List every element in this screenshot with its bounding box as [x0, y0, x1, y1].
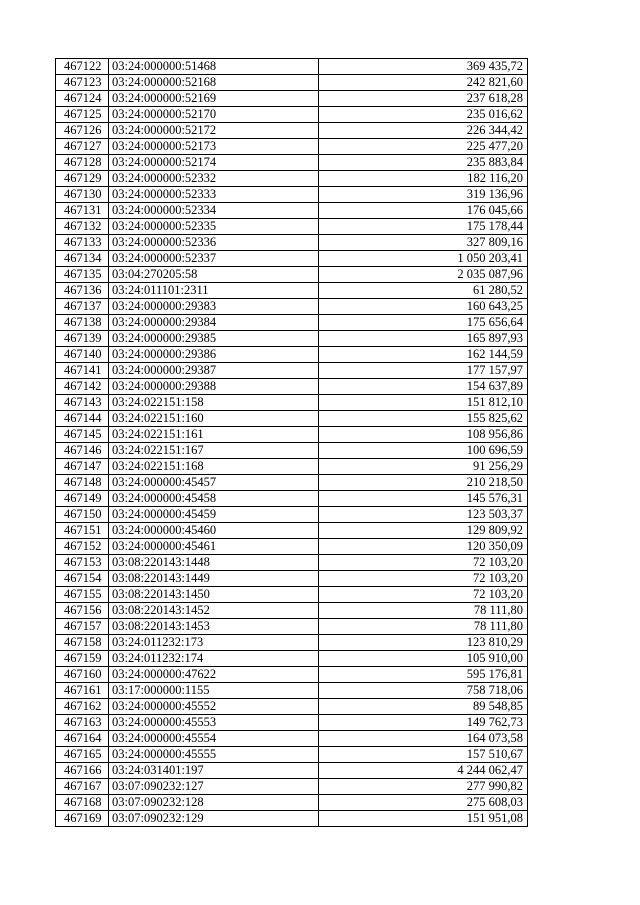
value-cell: 157 510,67: [319, 747, 528, 763]
table-row: [56, 763, 528, 779]
row-number-cell: 467123: [56, 75, 109, 91]
value-cell: 235 883,84: [319, 155, 528, 171]
cadastral-number-cell: 03:24:000000:29388: [109, 379, 319, 395]
row-number-cell: 467156: [56, 603, 109, 619]
table-row: [56, 219, 528, 235]
cadastral-number-cell: 03:24:000000:45553: [109, 715, 319, 731]
cadastral-number-cell: 03:24:000000:29383: [109, 299, 319, 315]
value-cell: 160 643,25: [319, 299, 528, 315]
table-row: [56, 59, 528, 75]
value-cell: 123 810,29: [319, 635, 528, 651]
row-number-cell: 467124: [56, 91, 109, 107]
table-row: [56, 555, 528, 571]
value-cell: 210 218,50: [319, 475, 528, 491]
value-cell: 145 576,31: [319, 491, 528, 507]
value-cell: 151 812,10: [319, 395, 528, 411]
cadastral-number-cell: 03:24:022151:168: [109, 459, 319, 475]
row-number-cell: 467164: [56, 731, 109, 747]
cadastral-number-cell: 03:24:011232:173: [109, 635, 319, 651]
cadastral-number-cell: 03:24:011101:2311: [109, 283, 319, 299]
cadastral-number-cell: 03:08:220143:1450: [109, 587, 319, 603]
value-cell: 129 809,92: [319, 523, 528, 539]
value-cell: 225 477,20: [319, 139, 528, 155]
row-number-cell: 467161: [56, 683, 109, 699]
row-number-cell: 467157: [56, 619, 109, 635]
table-row: [56, 683, 528, 699]
cadastral-number-cell: 03:24:000000:45459: [109, 507, 319, 523]
row-number-cell: 467166: [56, 763, 109, 779]
row-number-cell: 467162: [56, 699, 109, 715]
value-cell: 758 718,06: [319, 683, 528, 699]
value-cell: 176 045,66: [319, 203, 528, 219]
cadastral-number-cell: 03:24:000000:47622: [109, 667, 319, 683]
table-row: [56, 331, 528, 347]
cadastral-number-cell: 03:24:000000:29385: [109, 331, 319, 347]
table-row: [56, 107, 528, 123]
value-cell: 277 990,82: [319, 779, 528, 795]
cadastral-number-cell: 03:24:000000:52333: [109, 187, 319, 203]
value-cell: 242 821,60: [319, 75, 528, 91]
value-cell: 175 656,64: [319, 315, 528, 331]
cadastral-number-cell: 03:24:000000:29384: [109, 315, 319, 331]
cadastral-number-cell: 03:24:000000:45554: [109, 731, 319, 747]
cadastral-number-cell: 03:24:000000:52337: [109, 251, 319, 267]
row-number-cell: 467152: [56, 539, 109, 555]
row-number-cell: 467150: [56, 507, 109, 523]
row-number-cell: 467131: [56, 203, 109, 219]
cadastral-number-cell: 03:24:000000:45460: [109, 523, 319, 539]
row-number-cell: 467168: [56, 795, 109, 811]
row-number-cell: 467128: [56, 155, 109, 171]
table-row: [56, 715, 528, 731]
value-cell: 155 825,62: [319, 411, 528, 427]
table-row: [56, 731, 528, 747]
value-cell: 4 244 062,47: [319, 763, 528, 779]
row-number-cell: 467165: [56, 747, 109, 763]
row-number-cell: 467144: [56, 411, 109, 427]
value-cell: 235 016,62: [319, 107, 528, 123]
table-row: [56, 475, 528, 491]
value-cell: 162 144,59: [319, 347, 528, 363]
value-cell: 226 344,42: [319, 123, 528, 139]
cadastral-number-cell: 03:24:000000:52169: [109, 91, 319, 107]
cadastral-number-cell: 03:24:000000:52336: [109, 235, 319, 251]
table-row: [56, 251, 528, 267]
row-number-cell: 467142: [56, 379, 109, 395]
row-number-cell: 467167: [56, 779, 109, 795]
table-row: [56, 667, 528, 683]
table-row: [56, 91, 528, 107]
row-number-cell: 467129: [56, 171, 109, 187]
table-row: [56, 459, 528, 475]
table-row: [56, 571, 528, 587]
table-body: [56, 59, 528, 827]
row-number-cell: 467163: [56, 715, 109, 731]
cadastral-number-cell: 03:24:000000:45552: [109, 699, 319, 715]
table-row: [56, 747, 528, 763]
table-row: [56, 315, 528, 331]
table-row: [56, 539, 528, 555]
cadastral-number-cell: 03:24:000000:45555: [109, 747, 319, 763]
table-row: [56, 363, 528, 379]
value-cell: 369 435,72: [319, 59, 528, 75]
table-row: [56, 155, 528, 171]
table-row: [56, 139, 528, 155]
value-cell: 72 103,20: [319, 571, 528, 587]
value-cell: 108 956,86: [319, 427, 528, 443]
value-cell: 175 178,44: [319, 219, 528, 235]
table-row: [56, 395, 528, 411]
table-row: [56, 411, 528, 427]
cadastral-number-cell: 03:24:000000:52168: [109, 75, 319, 91]
value-cell: 72 103,20: [319, 555, 528, 571]
value-cell: 100 696,59: [319, 443, 528, 459]
table-row: [56, 523, 528, 539]
row-number-cell: 467133: [56, 235, 109, 251]
cadastral-number-cell: 03:17:000000:1155: [109, 683, 319, 699]
value-cell: 595 176,81: [319, 667, 528, 683]
data-table: [55, 58, 528, 827]
row-number-cell: 467143: [56, 395, 109, 411]
table-row: [56, 267, 528, 283]
value-cell: 1 050 203,41: [319, 251, 528, 267]
cadastral-number-cell: 03:07:090232:127: [109, 779, 319, 795]
row-number-cell: 467145: [56, 427, 109, 443]
table-row: [56, 635, 528, 651]
cadastral-number-cell: 03:24:000000:29387: [109, 363, 319, 379]
value-cell: 89 548,85: [319, 699, 528, 715]
table-row: [56, 619, 528, 635]
table-row: [56, 491, 528, 507]
cadastral-number-cell: 03:08:220143:1453: [109, 619, 319, 635]
cadastral-number-cell: 03:07:090232:128: [109, 795, 319, 811]
row-number-cell: 467148: [56, 475, 109, 491]
row-number-cell: 467126: [56, 123, 109, 139]
value-cell: 2 035 087,96: [319, 267, 528, 283]
table-row: [56, 203, 528, 219]
table-row: [56, 171, 528, 187]
cadastral-number-cell: 03:24:000000:52335: [109, 219, 319, 235]
row-number-cell: 467122: [56, 59, 109, 75]
cadastral-number-cell: 03:24:000000:52172: [109, 123, 319, 139]
cadastral-number-cell: 03:24:000000:52334: [109, 203, 319, 219]
cadastral-number-cell: 03:24:000000:52170: [109, 107, 319, 123]
table-row: [56, 779, 528, 795]
row-number-cell: 467158: [56, 635, 109, 651]
table-row: [56, 187, 528, 203]
value-cell: 61 280,52: [319, 283, 528, 299]
table-row: [56, 75, 528, 91]
value-cell: 327 809,16: [319, 235, 528, 251]
cadastral-number-cell: 03:24:011232:174: [109, 651, 319, 667]
table-row: [56, 443, 528, 459]
table-row: [56, 283, 528, 299]
cadastral-number-cell: 03:24:000000:52174: [109, 155, 319, 171]
table-row: [56, 603, 528, 619]
value-cell: 72 103,20: [319, 587, 528, 603]
table-row: [56, 427, 528, 443]
cadastral-number-cell: 03:24:022151:167: [109, 443, 319, 459]
row-number-cell: 467138: [56, 315, 109, 331]
row-number-cell: 467147: [56, 459, 109, 475]
row-number-cell: 467151: [56, 523, 109, 539]
value-cell: 149 762,73: [319, 715, 528, 731]
row-number-cell: 467153: [56, 555, 109, 571]
table-row: [56, 379, 528, 395]
value-cell: 165 897,93: [319, 331, 528, 347]
table-row: [56, 651, 528, 667]
row-number-cell: 467169: [56, 811, 109, 827]
row-number-cell: 467137: [56, 299, 109, 315]
table-row: [56, 123, 528, 139]
value-cell: 164 073,58: [319, 731, 528, 747]
row-number-cell: 467125: [56, 107, 109, 123]
cadastral-number-cell: 03:24:022151:160: [109, 411, 319, 427]
cadastral-number-cell: 03:08:220143:1449: [109, 571, 319, 587]
row-number-cell: 467154: [56, 571, 109, 587]
row-number-cell: 467132: [56, 219, 109, 235]
value-cell: 275 608,03: [319, 795, 528, 811]
table-row: [56, 795, 528, 811]
cadastral-number-cell: 03:04:270205:58: [109, 267, 319, 283]
cadastral-number-cell: 03:24:000000:45457: [109, 475, 319, 491]
row-number-cell: 467140: [56, 347, 109, 363]
row-number-cell: 467139: [56, 331, 109, 347]
value-cell: 151 951,08: [319, 811, 528, 827]
table-row: [56, 811, 528, 827]
cadastral-number-cell: 03:24:000000:45461: [109, 539, 319, 555]
row-number-cell: 467159: [56, 651, 109, 667]
value-cell: 237 618,28: [319, 91, 528, 107]
row-number-cell: 467155: [56, 587, 109, 603]
cadastral-number-cell: 03:24:022151:161: [109, 427, 319, 443]
value-cell: 123 503,37: [319, 507, 528, 523]
value-cell: 154 637,89: [319, 379, 528, 395]
cadastral-number-cell: 03:24:000000:29386: [109, 347, 319, 363]
cadastral-number-cell: 03:07:090232:129: [109, 811, 319, 827]
table-row: [56, 507, 528, 523]
row-number-cell: 467146: [56, 443, 109, 459]
table-row: [56, 299, 528, 315]
row-number-cell: 467134: [56, 251, 109, 267]
value-cell: 182 116,20: [319, 171, 528, 187]
value-cell: 319 136,96: [319, 187, 528, 203]
cadastral-number-cell: 03:24:031401:197: [109, 763, 319, 779]
value-cell: 105 910,00: [319, 651, 528, 667]
table-row: [56, 699, 528, 715]
row-number-cell: 467160: [56, 667, 109, 683]
value-cell: 120 350,09: [319, 539, 528, 555]
row-number-cell: 467136: [56, 283, 109, 299]
cadastral-number-cell: 03:24:000000:45458: [109, 491, 319, 507]
table-row: [56, 347, 528, 363]
cadastral-number-cell: 03:08:220143:1448: [109, 555, 319, 571]
value-cell: 91 256,29: [319, 459, 528, 475]
row-number-cell: 467127: [56, 139, 109, 155]
value-cell: 177 157,97: [319, 363, 528, 379]
cadastral-number-cell: 03:24:000000:52332: [109, 171, 319, 187]
value-cell: 78 111,80: [319, 619, 528, 635]
table-row: [56, 235, 528, 251]
row-number-cell: 467130: [56, 187, 109, 203]
row-number-cell: 467141: [56, 363, 109, 379]
table-row: [56, 587, 528, 603]
cadastral-number-cell: 03:24:022151:158: [109, 395, 319, 411]
value-cell: 78 111,80: [319, 603, 528, 619]
row-number-cell: 467149: [56, 491, 109, 507]
cadastral-number-cell: 03:08:220143:1452: [109, 603, 319, 619]
cadastral-number-cell: 03:24:000000:52173: [109, 139, 319, 155]
row-number-cell: 467135: [56, 267, 109, 283]
cadastral-number-cell: 03:24:000000:51468: [109, 59, 319, 75]
